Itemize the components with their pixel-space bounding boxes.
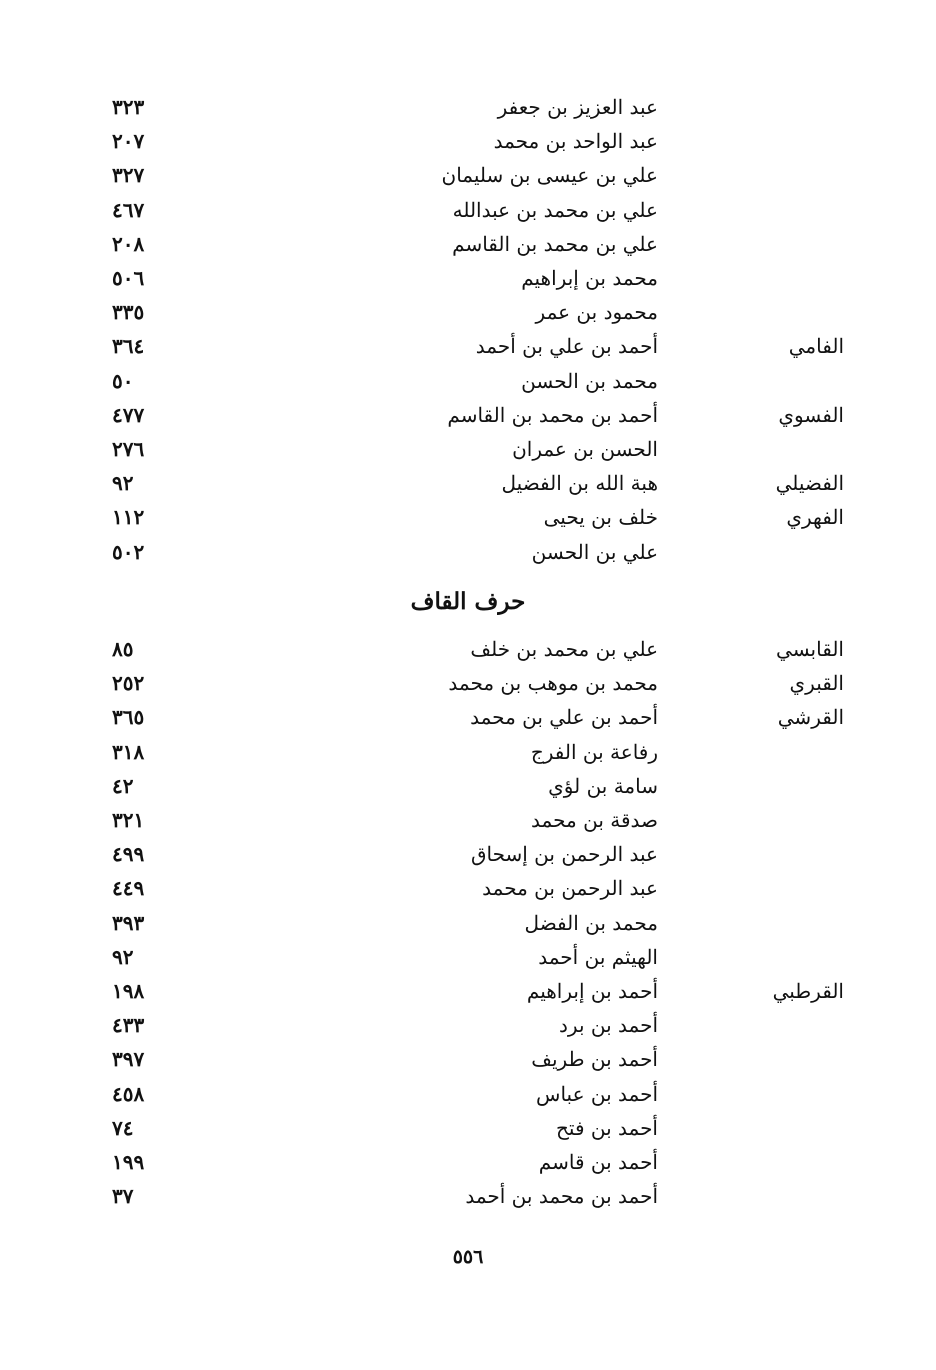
entry-name: أحمد بن علي بن محمد: [470, 705, 658, 730]
index-entry: [0, 803, 936, 837]
entry-page-number: ٩٢: [112, 471, 134, 496]
entry-name: علي بن محمد بن خلف: [470, 637, 658, 661]
entry-name: أحمد بن عباس: [536, 1081, 658, 1106]
entry-name: محمود بن عمر: [535, 300, 658, 325]
entry-page-number: ٥٠: [112, 368, 134, 393]
entry-name: عبد الواحد بن محمد: [493, 129, 658, 154]
entry-name: عبد العزيز بن جعفر: [497, 95, 658, 119]
entry-page-number: ٣٦٤: [112, 334, 145, 359]
entry-page-number: ٤٤٩: [112, 876, 145, 901]
index-entry: [0, 158, 936, 192]
entry-page-number: ١٩٩: [112, 1150, 145, 1174]
entry-name: خلف بن يحيى: [543, 505, 658, 530]
index-entry: [0, 940, 936, 974]
entry-name: سامة بن لؤي: [548, 773, 658, 798]
entry-name: الهيثم بن أحمد: [538, 944, 658, 969]
index-entry: [0, 769, 936, 803]
entry-page-number: ٢٠٨: [112, 231, 145, 256]
entry-page-number: ٤٦٧: [112, 197, 145, 222]
entry-name: علي بن عيسى بن سليمان: [441, 163, 658, 188]
index-entry: [0, 227, 936, 261]
index-entry: [0, 398, 936, 432]
entry-page-number: ٣٩٣: [112, 910, 145, 935]
entry-name: رفاعة بن الفرج: [530, 739, 658, 764]
entry-page-number: ٥٠٢: [112, 539, 145, 564]
index-entry: [0, 535, 936, 569]
entry-page-number: ٥٠٦: [112, 266, 145, 290]
index-entry: [0, 1111, 936, 1145]
entry-page-number: ٢٠٧: [112, 129, 145, 154]
entry-page-number: ٩٢: [112, 944, 134, 969]
entry-nisba: الفسوي: [778, 402, 844, 427]
entry-page-number: ١٩٨: [112, 979, 145, 1003]
entry-name: محمد بن الحسن: [521, 368, 658, 393]
entry-page-number: ٤٩٩: [112, 842, 145, 867]
entry-name: أحمد بن محمد بن أحمد: [465, 1184, 658, 1209]
entry-name: أحمد بن محمد بن القاسم: [447, 402, 658, 427]
index-entry: [0, 124, 936, 158]
section-heading: حرف القاف: [410, 588, 526, 615]
index-entry: [0, 871, 936, 905]
entry-name: عبد الرحمن بن محمد: [482, 876, 658, 901]
index-entry: [0, 906, 936, 940]
entry-name: صدقة بن محمد: [531, 808, 658, 832]
index-entry: [0, 466, 936, 500]
page-number: ٥٥٦: [452, 1246, 484, 1268]
index-entry: [0, 500, 936, 534]
entry-nisba: القبري: [789, 671, 844, 696]
entry-page-number: ٣١٨: [112, 739, 145, 764]
entry-page-number: ٤٣٣: [112, 1013, 145, 1038]
entry-name: الحسن بن عمران: [512, 437, 658, 461]
entry-page-number: ٨٥: [112, 637, 134, 661]
entry-name: محمد بن إبراهيم: [521, 266, 658, 290]
entry-name: علي بن الحسن: [531, 539, 658, 564]
entry-nisba: الفضيلي: [775, 471, 844, 496]
index-entry: [0, 295, 936, 329]
index-entry: [0, 1179, 936, 1213]
index-entry: [0, 432, 936, 466]
entry-page-number: ٢٥٢: [112, 671, 145, 696]
entry-page-number: ٣٧: [112, 1184, 134, 1209]
index-entry: [0, 90, 936, 124]
entry-nisba: الفامي: [788, 334, 844, 359]
entry-name: محمد بن موهب بن محمد: [448, 671, 658, 696]
index-entry: [0, 261, 936, 295]
index-entry: [0, 329, 936, 363]
entry-page-number: ٤٥٨: [112, 1081, 145, 1106]
index-entry: [0, 974, 936, 1008]
index-entry: [0, 1008, 936, 1042]
entry-nisba: القرشي: [777, 705, 844, 730]
entry-page-number: ٧٤: [112, 1115, 134, 1140]
entry-name: أحمد بن قاسم: [538, 1150, 658, 1174]
entry-page-number: ٤٢: [112, 773, 134, 798]
entry-nisba: القابسي: [776, 637, 844, 661]
entry-name: أحمد بن طريف: [531, 1047, 658, 1072]
index-entry: [0, 1042, 936, 1076]
entry-name: هبة الله بن الفضيل: [501, 471, 658, 496]
entry-page-number: ٣٢٧: [112, 163, 145, 188]
entry-name: علي بن محمد بن عبدالله: [452, 197, 658, 222]
entry-page-number: ٣٢١: [112, 808, 145, 832]
entry-nisba: الفهري: [786, 505, 844, 530]
entry-page-number: ١١٢: [112, 505, 145, 530]
index-entry: [0, 364, 936, 398]
index-entry: [0, 193, 936, 227]
entry-nisba: القرطبي: [772, 979, 844, 1003]
entry-page-number: ٣٣٥: [112, 300, 145, 325]
entry-name: علي بن محمد بن القاسم: [452, 231, 658, 256]
entry-name: عبد الرحمن بن إسحاق: [470, 842, 658, 867]
entry-page-number: ٣٩٧: [112, 1047, 145, 1072]
index-entry: [0, 632, 936, 666]
index-entry: [0, 735, 936, 769]
entry-name: أحمد بن إبراهيم: [526, 979, 658, 1003]
index-entry: [0, 1077, 936, 1111]
entry-page-number: ٣٢٣: [112, 95, 145, 119]
entry-page-number: ٤٧٧: [112, 402, 145, 427]
entry-name: أحمد بن فتح: [556, 1115, 658, 1140]
entry-page-number: ٣٦٥: [112, 705, 145, 730]
entry-name: أحمد بن علي بن أحمد: [475, 334, 658, 359]
index-entry: [0, 700, 936, 734]
entry-name: أحمد بن برد: [559, 1013, 658, 1038]
index-entry: [0, 1145, 936, 1179]
index-entry: [0, 666, 936, 700]
entry-name: محمد بن الفضل: [524, 910, 658, 935]
entry-page-number: ٢٧٦: [112, 437, 145, 461]
index-entry: [0, 837, 936, 871]
